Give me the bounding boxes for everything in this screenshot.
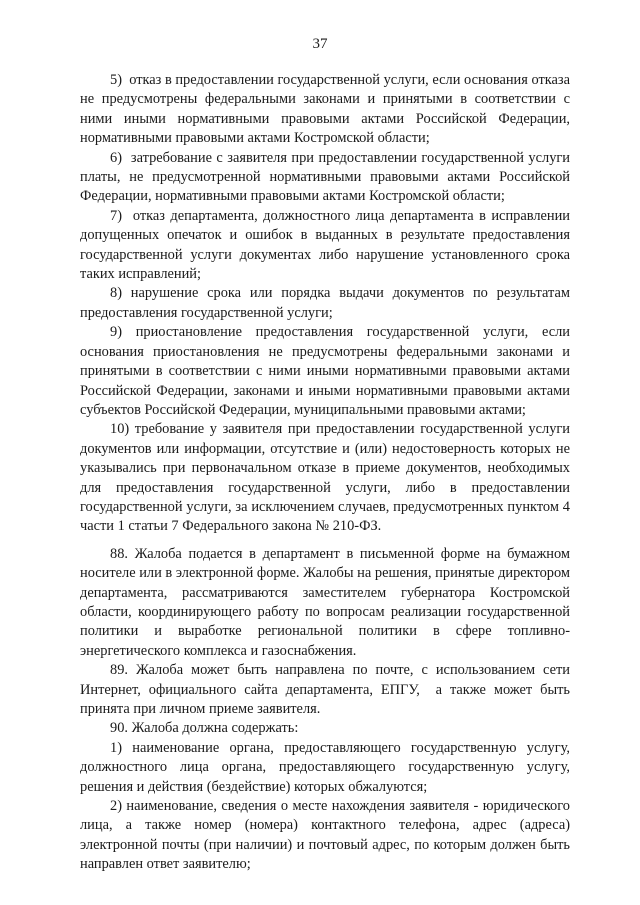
document-body	[80, 71, 570, 875]
paragraph-clause-89: 89. Жалоба может быть направлена по почте, с использованием сети Интернет, официального сайта департамента, ЕПГУ, а также может быть принята при личном приеме заявителя.	[80, 662, 570, 717]
paragraph-item-10: 10) требование у заявителя при предоставлении государственной услуги документов или информации, отсутствие и (или) недостоверность которых не указывались при первоначальном отказе в приеме документов, необходимых для предоставления государственной услуги, либо в предоставлении государственной услуги, за исключением случаев, предусмотренных пунктом 4 части 1 статьи 7 Федерального закона № 210-ФЗ.	[80, 421, 570, 535]
paragraph-item-7: 7) отказ департамента, должностного лица департамента в исправлении допущенных опечаток и ошибок в выданных в результате предоставления государственной услуги документах либо нарушение установленного срока таких исправлений;	[80, 207, 570, 283]
paragraph-item-6: 6) затребование с заявителя при предоставлении государственной услуги платы, не предусмотренной нормативными правовыми актами Российской Федерации, нормативными правовыми актами Костромской области;	[80, 149, 570, 205]
paragraph-item-5: 5) отказ в предоставлении государственной услуги, если основания отказа не предусмотрены федеральными законами и принятыми в соответствии с ними иными нормативными правовыми актами Российской Федерации, нормативными правовыми актами Костромской области;	[80, 72, 570, 147]
paragraph-clause-90: 90. Жалоба должна содержать:	[110, 720, 299, 737]
page-number: 37	[312, 36, 328, 52]
paragraph-clause-88: 88. Жалоба подается в департамент в письменной форме на бумажном носителе или в электронной форме. Жалобы на решения, принятые директором департамента, рассматриваются заместителем губернатора Костромской области, координирующего работу по вопросам реализации государственной политики и выработке региональной политики в сфере топливно-энергетического комплекса и газоснабжения.	[80, 545, 570, 659]
paragraph-item-8: 8) нарушение срока или порядка выдачи документов по результатам предоставления государственной услуги;	[80, 285, 570, 321]
paragraph-subitem-2: 2) наименование, сведения о месте нахождения заявителя - юридического лица, а также номер (номера) контактного телефона, адрес (адреса) электронной почты (при наличии) и почтовый адрес, по которым должен быть направлен ответ заявителю;	[80, 798, 570, 873]
paragraph-item-9: 9) приостановление предоставления государственной услуги, если основания приостановления не предусмотрены федеральными законами и принятыми в соответствии с ними иными нормативными правовыми актами Российской Федерации, законами и иными нормативными правовыми актами субъектов Российской Федерации, муниципальными правовыми актами;	[80, 324, 570, 418]
paragraph-subitem-1: 1) наименование органа, предоставляющего государственную услугу, должностного лица органа, предоставляющего государственную услугу, решения и действия (бездействие) которых обжалуются;	[80, 739, 570, 795]
